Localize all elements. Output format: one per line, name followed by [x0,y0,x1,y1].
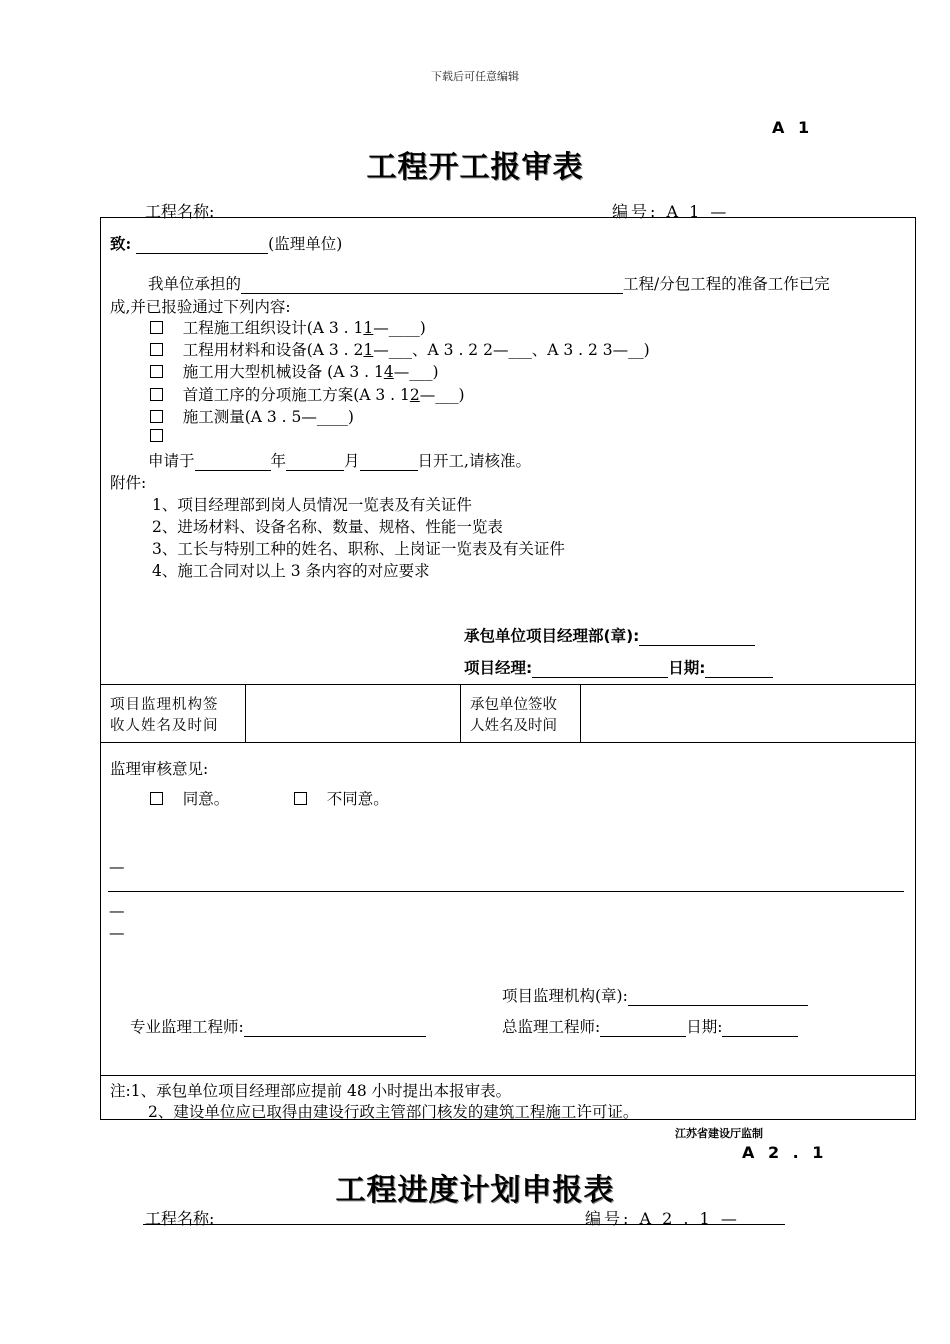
opinion-dash: — [109,858,125,876]
item-rest: —___) [393,363,439,381]
form2-number-label: 编号: A 2 . 1 — [585,1209,740,1228]
intro-start: 我单位承担的 [148,275,242,293]
item-number: 2 [409,386,420,404]
row-divider-2 [100,742,916,743]
specialist-label: 专业监理工程师: [130,1018,244,1036]
sup-receiver-label-1: 项目监理机构签 [110,697,219,713]
sup-receiver-label-2: 收人姓名及时间 [110,718,219,734]
chief-label: 总监理工程师: [502,1018,601,1036]
project-field[interactable] [241,276,623,294]
col-divider-3 [580,684,581,742]
checkbox[interactable] [150,429,163,442]
apply-prefix: 申请于 [148,452,195,470]
to-line [110,232,342,254]
item-label: 首道工序的分项施工方案(A 3 . 1 [182,386,410,404]
date2-label: 日期: [686,1018,723,1036]
checkbox[interactable] [150,365,163,378]
note-1: 注:1、承包单位项目经理部应提前 48 小时提出本报审表。 [110,1082,512,1100]
pm-line [464,656,773,678]
disagree-label: 不同意。 [326,790,389,808]
contractor-seal-field[interactable] [639,628,755,646]
sup-receiver-field[interactable] [247,686,458,740]
item-label: 施工用大型机械设备 (A 3 . 1 [182,363,384,381]
supervisor-unit-label: (监理单位) [268,235,343,253]
checklist-item [150,316,426,338]
number-label: 编号: A 1 — [612,202,730,221]
date-label: 日期: [668,659,706,677]
form2-code: A 2 . 1 [742,1143,828,1162]
item-rest: —____) [373,319,426,337]
agree-option[interactable] [150,787,229,809]
checklist-item [150,338,650,360]
row-divider-1 [100,684,916,685]
attachment-item: 4、施工合同对以上 3 条内容的对应要求 [152,562,430,580]
year-field[interactable] [195,453,271,471]
pm-field[interactable] [532,660,668,678]
month-field[interactable] [286,453,344,471]
item-label: 工程用材料和设备(A 3 . 2 [182,341,364,359]
checkbox[interactable] [150,410,163,423]
opinion-dash: — [109,924,125,942]
checklist-item [150,427,163,445]
attachments-label: 附件: [110,474,147,492]
checkbox[interactable] [150,388,163,401]
col-divider-1 [245,684,246,742]
item-rest: —___、A 3 . 2 2—___、A 3 . 2 3—__) [373,341,650,359]
form2-title: 工程进度计划申报表 [335,1173,615,1208]
checkbox[interactable] [150,343,163,356]
org-seal-line [502,984,808,1006]
attachment-item: 2、进场材料、设备名称、数量、规格、性能一览表 [152,518,503,536]
con-receiver-label-2: 人姓名及时间 [470,718,557,734]
specialist-line [130,1015,426,1037]
date2-field[interactable] [722,1019,798,1037]
opinion-dash: — [109,902,125,920]
item-rest: —___) [419,386,465,404]
form-title: 工程开工报审表 [366,150,584,185]
intro-end: 工程/分包工程的准备工作已完 [623,275,830,293]
review-label: 监理审核意见: [110,760,209,778]
checklist-item [150,383,465,405]
item-number: 1 [363,341,374,359]
checkbox[interactable] [150,321,163,334]
month-label: 月 [344,452,360,470]
year-label: 年 [270,452,287,470]
project-name-label: 工程名称: [145,202,215,221]
con-receiver-field[interactable] [582,686,914,740]
opinion-line[interactable] [108,891,904,892]
disagree-option[interactable] [294,787,389,809]
to-label: 致: [110,234,132,253]
attachment-item: 3、工长与特别工种的姓名、职称、上岗证一览表及有关证件 [152,540,565,558]
checklist-item [150,360,439,382]
day-field[interactable] [360,453,418,471]
agree-label: 同意。 [182,790,230,808]
org-seal-label: 项目监理机构(章): [502,987,628,1005]
note-2: 2、建设单位应已取得由建设行政主管部门核发的建筑工程施工许可证。 [148,1103,639,1121]
contractor-seal-line [464,624,755,646]
col-divider-2 [460,684,461,742]
item-label: 施工测量(A 3 . 5—____) [182,408,354,426]
form2-project-name-label: 工程名称: [145,1209,215,1228]
pm-label: 项目经理: [464,659,533,677]
item-label: 工程施工组织设计(A 3 . 1 [182,319,364,337]
item-number: 4 [383,363,394,381]
watermark-text: 下载后可任意编辑 [431,70,519,83]
apply-line [148,449,531,471]
chief-field[interactable] [600,1019,686,1037]
agree-checkbox[interactable] [150,792,163,805]
footer-org: 江苏省建设厅监制 [675,1127,763,1140]
chief-line [502,1015,798,1037]
specialist-field[interactable] [244,1019,426,1037]
day-label: 日开工,请核准。 [417,452,531,470]
item-number: 1 [363,319,374,337]
disagree-checkbox[interactable] [294,792,307,805]
contractor-seal-label: 承包单位项目经理部(章): [464,627,640,645]
form-code: A 1 [772,118,814,137]
con-receiver-label-1: 承包单位签收 [470,697,557,713]
org-seal-field[interactable] [628,988,808,1006]
intro-line-2: 成,并已报验通过下列内容: [110,298,291,316]
intro-line [148,272,830,294]
supervisor-unit-field[interactable] [136,236,268,254]
row-divider-3 [100,1075,916,1076]
date-field[interactable] [705,660,773,678]
attachment-item: 1、项目经理部到岗人员情况一览表及有关证件 [152,496,472,514]
checklist-item [150,405,354,427]
